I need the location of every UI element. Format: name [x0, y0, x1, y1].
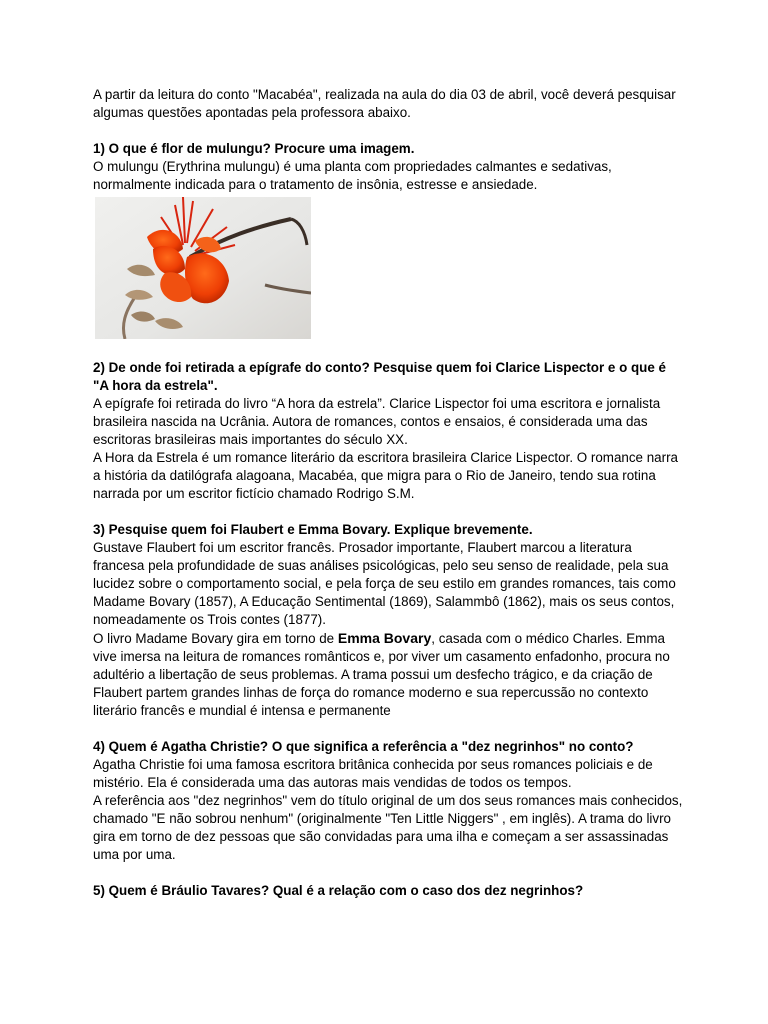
question-1-heading: 1) O que é flor de mulungu? Procure uma imagem.	[93, 141, 415, 156]
intro-paragraph: A partir da leitura do conto "Macabéa", realizada na aula do dia 03 de abril, você deverá pesquisar algumas questões apontadas pela professora abaixo.	[93, 87, 676, 120]
question-3-answer-2	[93, 629, 683, 720]
question-2-heading: 2) De onde foi retirada a epígrafe do conto? Pesquise quem foi Clarice Lispector e o que é "A hora da estrela".	[93, 360, 666, 393]
mulungu-flower-photo	[95, 197, 311, 339]
question-4-answer-2: A referência aos "dez negrinhos" vem do título original de um dos seus romances mais conhecidos, chamado "E não sobrou nenhum" (originalmente "Ten Little Niggers" , em inglês). A trama do livro gira em torno de dez pessoas que são convidadas para uma ilha e começam a ser assassinadas uma por uma.	[93, 793, 683, 862]
question-3-answer-2-pre: O livro Madame Bovary gira em torno de	[93, 631, 338, 646]
question-4-answer-1: Agatha Christie foi uma famosa escritora britânica conhecida por seus romances policiais e de mistério. Ela é considerada uma das autoras mais vendidas de todos os tempos.	[93, 757, 653, 790]
document-page	[93, 86, 683, 900]
question-3-heading: 3) Pesquise quem foi Flaubert e Emma Bovary. Explique brevemente.	[93, 522, 533, 537]
question-4-heading: 4) Quem é Agatha Christie? O que significa a referência a "dez negrinhos" no conto?	[93, 739, 634, 754]
question-5-heading: 5) Quem é Bráulio Tavares? Qual é a relação com o caso dos dez negrinhos?	[93, 883, 584, 898]
mulungu-flower-icon	[95, 197, 311, 339]
question-3-answer-1: Gustave Flaubert foi um escritor francês. Prosador importante, Flaubert marcou a literatura francesa pela profundidade de suas análises psicológicas, pelo seu senso de realidade, pela sua lucidez sobre o comportamento social, e pela força de seu estilo em grandes romances, tais como Madame Bovary (1857), A Educação Sentimental (1869), Salammbô (1862), mais os seus contos, nomeadamente os Trois contes (1877).	[93, 540, 676, 627]
question-2-answer-1: A epígrafe foi retirada do livro “A hora da estrela”. Clarice Lispector foi uma escritora e jornalista brasileira nascida na Ucrânia. Autora de romances, contos e ensaios, é considerada uma das escritoras brasileiras mais importantes do século XX.	[93, 396, 661, 447]
question-3-answer-2-post: , casada com o médico Charles. Emma vive imersa na leitura de romances românticos e, por viver um casamento enfadonho, procura no adultério a libertação de seus problemas. A trama possui um desfecho trágico, e da criação de Flaubert partem grandes linhas de força do romance moderno e sua repercussão no contexto literário francês e mundial é intensa e permanente	[93, 631, 670, 718]
question-1-answer: O mulungu (Erythrina mulungu) é uma planta com propriedades calmantes e sedativas, normalmente indicada para o tratamento de insônia, estresse e ansiedade.	[93, 159, 612, 192]
emma-bovary-emphasis: Emma Bovary	[337, 630, 432, 646]
question-2-answer-2: A Hora da Estrela é um romance literário da escritora brasileira Clarice Lispector. O romance narra a história da datilógrafa alagoana, Macabéa, que migra para o Rio de Janeiro, tendo sua rotina narrada por um escritor fictício chamado Rodrigo S.M.	[93, 450, 678, 501]
